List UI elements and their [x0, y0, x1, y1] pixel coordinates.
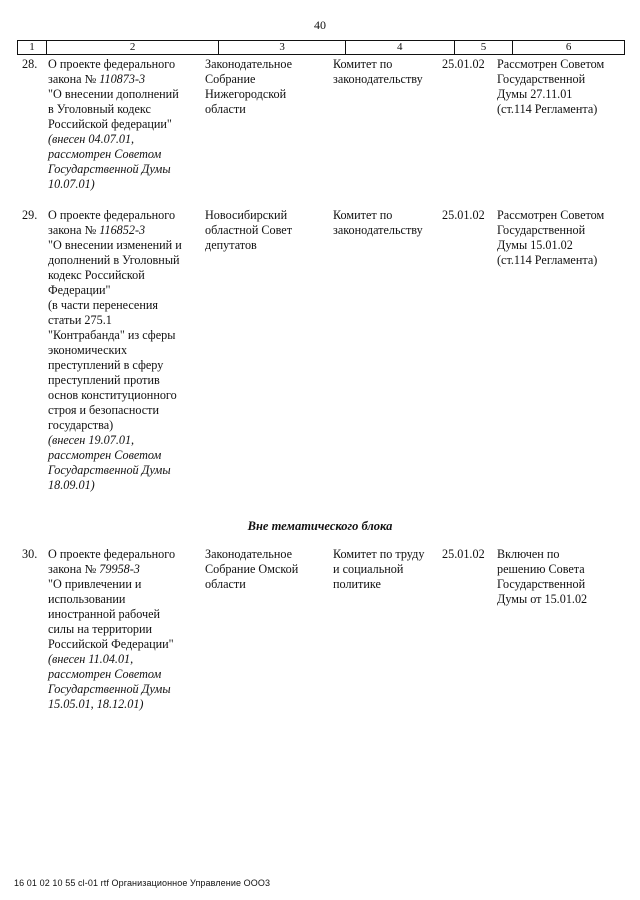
title-line: Российской федерации" — [48, 117, 172, 131]
table-header-row — [17, 40, 625, 55]
status-line: решению Совета — [497, 562, 585, 576]
committee — [333, 547, 441, 592]
header-col-6: 6 — [565, 41, 572, 53]
source-organization — [205, 57, 330, 117]
submission-info: 10.07.01) — [48, 177, 95, 191]
source-line: Законодательное — [205, 547, 293, 561]
date: 25.01.02 — [442, 547, 485, 561]
status-line: Рассмотрен Советом — [497, 57, 605, 71]
title-line: Федерации" — [48, 283, 111, 297]
title-line: в Уголовный кодекс — [48, 102, 151, 116]
bill-number: 116852-3 — [99, 223, 146, 237]
title-line: Российской Федерации" — [48, 637, 174, 651]
source-organization — [205, 208, 330, 253]
section-heading: Вне тематического блока — [247, 519, 393, 533]
status-line: Включен по — [497, 547, 560, 561]
submission-info: рассмотрен Советом — [48, 147, 162, 161]
submission-info: Государственной Думы — [48, 682, 171, 696]
row-number: 29. — [22, 208, 38, 222]
submission-info: (внесен 04.07.01, — [48, 132, 135, 146]
bill-title — [48, 57, 200, 192]
committee-line: и социальной — [333, 562, 404, 576]
status — [497, 57, 627, 117]
submission-info: 18.09.01) — [48, 478, 95, 492]
document-footer: 16 01 02 10 55 cl-01 rtf Организационное Управление ООО3 — [14, 878, 271, 888]
bill-title — [48, 208, 200, 493]
title-line: О проекте федерального — [48, 208, 176, 222]
title-line: основ конституционного — [48, 388, 177, 402]
header-col-2: 2 — [47, 41, 219, 54]
bill-number-label: закона № — [48, 223, 100, 237]
status-line: Рассмотрен Советом — [497, 208, 605, 222]
source-line: Собрание — [205, 72, 256, 86]
title-line — [48, 72, 200, 87]
status-line: Думы 27.11.01 — [497, 87, 573, 101]
source-line: областной Совет — [205, 223, 293, 237]
row-number: 28. — [22, 57, 38, 71]
bill-number: 79958-3 — [99, 562, 140, 576]
title-line: статьи 275.1 — [48, 313, 112, 327]
submission-info: 15.05.01, 18.12.01) — [48, 697, 144, 711]
committee-line: Комитет по труду — [333, 547, 425, 561]
title-line: преступлений против — [48, 373, 160, 387]
header-col-3: 3 — [219, 41, 346, 54]
title-line — [48, 562, 200, 577]
title-line: кодекс Российской — [48, 268, 145, 282]
committee-line: законодательству — [333, 72, 423, 86]
bill-title — [48, 547, 200, 712]
title-line: использовании — [48, 592, 126, 606]
date: 25.01.02 — [442, 57, 485, 71]
submission-info: рассмотрен Советом — [48, 448, 162, 462]
header-col-4: 4 — [346, 41, 455, 54]
status-line: Государственной — [497, 223, 586, 237]
source-line: Нижегородской — [205, 87, 287, 101]
title-line: строя и безопасности — [48, 403, 160, 417]
committee-line: политике — [333, 577, 381, 591]
source-line: Законодательное — [205, 57, 293, 71]
title-line: преступлений в сферу — [48, 358, 164, 372]
header-col-1: 1 — [18, 41, 47, 54]
title-line: (в части перенесения — [48, 298, 158, 312]
source-line: депутатов — [205, 238, 257, 252]
title-line: О проекте федерального — [48, 547, 176, 561]
status-line: Государственной — [497, 72, 586, 86]
submission-info: Государственной Думы — [48, 162, 171, 176]
title-line — [48, 223, 200, 238]
status-line: Думы от 15.01.02 — [497, 592, 588, 606]
source-organization — [205, 547, 330, 592]
title-line: О проекте федерального — [48, 57, 176, 71]
bill-number-label: закона № — [48, 72, 100, 86]
row-number: 30. — [22, 547, 38, 561]
status-line: Думы 15.01.02 — [497, 238, 573, 252]
submission-info: (внесен 11.04.01, — [48, 652, 134, 666]
status — [497, 208, 627, 268]
title-line: "Контрабанда" из сферы — [48, 328, 176, 342]
title-line: государства) — [48, 418, 114, 432]
source-line: Новосибирский — [205, 208, 288, 222]
committee — [333, 57, 441, 87]
title-line: "О привлечении и — [48, 577, 142, 591]
status-line: (ст.114 Регламента) — [497, 253, 598, 267]
title-line: "О внесении изменений и — [48, 238, 182, 252]
source-line: области — [205, 102, 246, 116]
title-line: экономических — [48, 343, 128, 357]
committee — [333, 208, 441, 238]
status-line: (ст.114 Регламента) — [497, 102, 598, 116]
bill-number: 110873-3 — [99, 72, 146, 86]
date: 25.01.02 — [442, 208, 485, 222]
committee-line: Комитет по — [333, 208, 393, 222]
committee-line: законодательству — [333, 223, 423, 237]
title-line: "О внесении дополнений — [48, 87, 179, 101]
title-line: иностранной рабочей — [48, 607, 161, 621]
submission-info: рассмотрен Советом — [48, 667, 162, 681]
submission-info: Государственной Думы — [48, 463, 171, 477]
source-line: области — [205, 577, 246, 591]
submission-info: (внесен 19.07.01, — [48, 433, 135, 447]
status-line: Государственной — [497, 577, 586, 591]
committee-line: Комитет по — [333, 57, 393, 71]
source-line: Собрание Омской — [205, 562, 299, 576]
page-number: 40 — [314, 18, 326, 32]
header-col-5: 5 — [455, 41, 514, 54]
bill-number-label: закона № — [48, 562, 100, 576]
status — [497, 547, 627, 607]
title-line: дополнений в Уголовный — [48, 253, 180, 267]
title-line: силы на территории — [48, 622, 153, 636]
